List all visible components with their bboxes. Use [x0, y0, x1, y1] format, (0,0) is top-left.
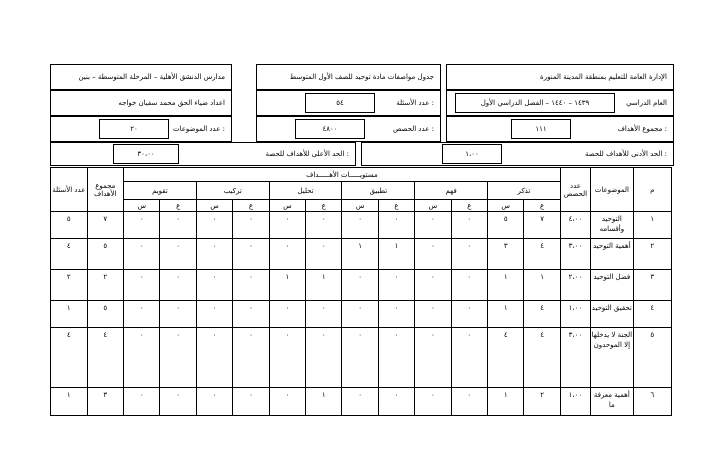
level-cell: ٠: [160, 301, 196, 328]
level-cell: ٠: [378, 301, 414, 328]
level-cell: ٤: [524, 328, 560, 388]
topics-label: عدد الموضوعات :: [173, 125, 225, 133]
topics-box: [50, 116, 232, 142]
table-row: [51, 388, 672, 416]
sub-g: ع: [233, 200, 269, 212]
row-lessons: ١،٠٠: [560, 301, 590, 328]
sub-q: س: [488, 200, 524, 212]
lessons-label: عدد الحصص :: [392, 125, 434, 133]
row-total-goals: ٥: [87, 239, 123, 270]
questions-value: ٥٤: [305, 93, 375, 113]
level-cell: ٠: [451, 388, 487, 416]
year-value: ١٤٣٩ – ١٤٤٠ – الفصل الدراسي الأول: [455, 93, 615, 113]
level-cell: ٠: [196, 239, 232, 270]
row-topic: تحقيق التوحيد: [591, 301, 633, 328]
header-title-box: [256, 64, 441, 90]
max-value: ٣٠،٠٠: [113, 144, 179, 164]
row-topic: التوحيد وأقسامه: [591, 212, 633, 239]
level-cell: ٣: [488, 239, 524, 270]
row-topic: أهمية معرفة ما: [591, 388, 633, 416]
level-cell: ٠: [451, 212, 487, 239]
level-cell: ١: [306, 270, 342, 301]
level-cell: ٠: [306, 212, 342, 239]
level-cell: ٢: [524, 388, 560, 416]
row-num: ٦: [633, 388, 671, 416]
row-total-goals: ٧: [87, 212, 123, 239]
level-cell: ٠: [196, 212, 232, 239]
level-cell: ٠: [160, 239, 196, 270]
level-analyze: تحليل: [269, 182, 342, 200]
level-cell: ٠: [233, 388, 269, 416]
row-total-goals: ٢: [87, 270, 123, 301]
sub-q: س: [415, 200, 451, 212]
level-cell: ٠: [378, 388, 414, 416]
row-total-goals: ٣: [87, 388, 123, 416]
sub-q: س: [124, 200, 160, 212]
level-understand: فهم: [415, 182, 488, 200]
sub-q: س: [269, 200, 305, 212]
level-cell: ٠: [415, 239, 451, 270]
level-cell: ٠: [378, 270, 414, 301]
row-questions: ١: [51, 301, 88, 328]
levels-header: مستويـــــات الأهـــــداف: [124, 168, 561, 182]
level-cell: ٠: [124, 212, 160, 239]
level-cell: ٠: [233, 301, 269, 328]
level-cell: ٠: [269, 239, 305, 270]
table-header-row: [51, 168, 672, 182]
row-lessons: ٤،٠٠: [560, 212, 590, 239]
col-lessons-header: عدد الحصص: [560, 168, 590, 212]
goals-box: [446, 116, 674, 142]
level-cell: ١: [524, 270, 560, 301]
lessons-box: [256, 116, 441, 142]
level-cell: ٠: [342, 270, 378, 301]
header-table-title: جدول مواصفات مادة توحيد للصف الأول المتوسط: [289, 73, 434, 81]
level-cell: ٠: [160, 270, 196, 301]
level-cell: ١: [269, 270, 305, 301]
row-questions: ١: [51, 388, 88, 416]
level-cell: ١: [378, 239, 414, 270]
questions-box: [256, 90, 441, 116]
level-synthesize: تركيب: [196, 182, 269, 200]
level-cell: ٠: [233, 328, 269, 388]
row-num: ٢: [633, 239, 671, 270]
sub-g: ع: [378, 200, 414, 212]
min-label: الحد الأدنى للأهداف للحصة :: [584, 150, 667, 158]
level-cell: ٠: [196, 388, 232, 416]
year-label: العام الدراسي: [626, 99, 667, 107]
level-cell: ٠: [160, 212, 196, 239]
col-topic-header: الموضوعات: [591, 168, 633, 212]
level-cell: ٠: [342, 328, 378, 388]
level-cell: ٠: [196, 270, 232, 301]
level-apply: تطبيق: [342, 182, 415, 200]
level-cell: ٠: [124, 328, 160, 388]
col-num-header: م: [633, 168, 671, 212]
level-cell: ٠: [269, 212, 305, 239]
min-box: [361, 142, 674, 166]
level-evaluate: تقويم: [124, 182, 197, 200]
row-lessons: ١،٠٠: [560, 388, 590, 416]
level-cell: ٠: [306, 239, 342, 270]
sub-g: ع: [160, 200, 196, 212]
level-cell: ٤: [524, 239, 560, 270]
table-body: [51, 212, 672, 416]
table-row: [51, 301, 672, 328]
level-remember: تذكر: [488, 182, 561, 200]
level-cell: ٠: [160, 328, 196, 388]
header-admin: الإدارة العامة للتعليم بمنطقة المدينة المنورة: [540, 73, 667, 81]
level-cell: ٠: [233, 270, 269, 301]
row-questions: ٢: [51, 270, 88, 301]
row-topic: الجنة لا يدخلها إلا الموحدون: [591, 328, 633, 388]
level-cell: ٧: [524, 212, 560, 239]
level-cell: ٠: [160, 388, 196, 416]
row-num: ٥: [633, 328, 671, 388]
level-cell: ٠: [306, 328, 342, 388]
level-cell: ٠: [124, 239, 160, 270]
specs-table: [50, 167, 672, 416]
level-cell: ٠: [451, 328, 487, 388]
lessons-value: ٤٨٠٠: [295, 119, 365, 139]
table-row: [51, 239, 672, 270]
level-cell: ٠: [378, 328, 414, 388]
level-cell: ٠: [451, 301, 487, 328]
year-box: [446, 90, 674, 116]
row-questions: ٥: [51, 212, 88, 239]
level-cell: ٠: [196, 301, 232, 328]
sub-g: ع: [306, 200, 342, 212]
col-total-goals-header: مجموع الأهداف: [87, 168, 123, 212]
table-row: [51, 212, 672, 239]
header-admin-box: [446, 64, 674, 90]
level-cell: ٠: [124, 301, 160, 328]
level-cell: ٠: [233, 212, 269, 239]
level-cell: ٠: [269, 388, 305, 416]
level-cell: ٠: [233, 239, 269, 270]
level-cell: ٠: [415, 270, 451, 301]
level-cell: ٠: [378, 212, 414, 239]
level-cell: ٠: [124, 388, 160, 416]
level-cell: ٠: [451, 270, 487, 301]
goals-label: مجموع الأهداف :: [617, 125, 667, 133]
table-row: [51, 328, 672, 388]
level-cell: ١: [342, 239, 378, 270]
level-cell: ٥: [488, 212, 524, 239]
level-cell: ٠: [269, 301, 305, 328]
topics-value: ٢٠: [99, 119, 169, 139]
header-school-box: [50, 64, 232, 90]
sub-g: ع: [451, 200, 487, 212]
row-questions: ٤: [51, 239, 88, 270]
level-cell: ٠: [342, 212, 378, 239]
header-school: مدارس الدنشق الأهلية – المرحلة المتوسطة – بنين: [78, 73, 225, 81]
max-label: الحد الأعلى للأهداف للحصة :: [265, 150, 349, 158]
row-topic: أهمية التوحيد: [591, 239, 633, 270]
level-cell: ٤: [488, 328, 524, 388]
level-cell: ٠: [451, 239, 487, 270]
level-cell: ٠: [342, 301, 378, 328]
level-cell: ١: [488, 301, 524, 328]
row-num: ٣: [633, 270, 671, 301]
level-cell: ٠: [269, 328, 305, 388]
level-cell: ٠: [415, 388, 451, 416]
prepared-box: [50, 90, 232, 116]
row-total-goals: ٥: [87, 301, 123, 328]
sub-q: س: [196, 200, 232, 212]
level-cell: ٠: [415, 212, 451, 239]
level-cell: ٠: [306, 301, 342, 328]
row-topic: فضل التوحيد: [591, 270, 633, 301]
row-lessons: ٣،٠٠: [560, 239, 590, 270]
sub-g: ع: [524, 200, 560, 212]
level-cell: ١: [488, 270, 524, 301]
level-cell: ٠: [415, 328, 451, 388]
level-cell: ١: [306, 388, 342, 416]
level-cell: ٠: [415, 301, 451, 328]
col-questions-header: عدد الأسئلة: [51, 168, 88, 212]
level-cell: ٠: [342, 388, 378, 416]
row-lessons: ٢،٠٠: [560, 270, 590, 301]
goals-value: ١١١: [511, 119, 571, 139]
sub-q: س: [342, 200, 378, 212]
row-questions: ٤: [51, 328, 88, 388]
level-cell: ٤: [524, 301, 560, 328]
min-value: ١،٠٠: [442, 144, 502, 164]
max-box: [50, 142, 356, 166]
row-lessons: ٣،٠٠: [560, 328, 590, 388]
questions-label: عدد الأسئلة :: [396, 99, 434, 107]
row-num: ٤: [633, 301, 671, 328]
level-cell: ٠: [124, 270, 160, 301]
level-cell: ١: [488, 388, 524, 416]
table-row: [51, 270, 672, 301]
prepared-by: اعداد ضياء الحق محمد سفيان خواجه: [118, 99, 225, 107]
row-total-goals: ٤: [87, 328, 123, 388]
level-cell: ٠: [196, 328, 232, 388]
row-num: ١: [633, 212, 671, 239]
